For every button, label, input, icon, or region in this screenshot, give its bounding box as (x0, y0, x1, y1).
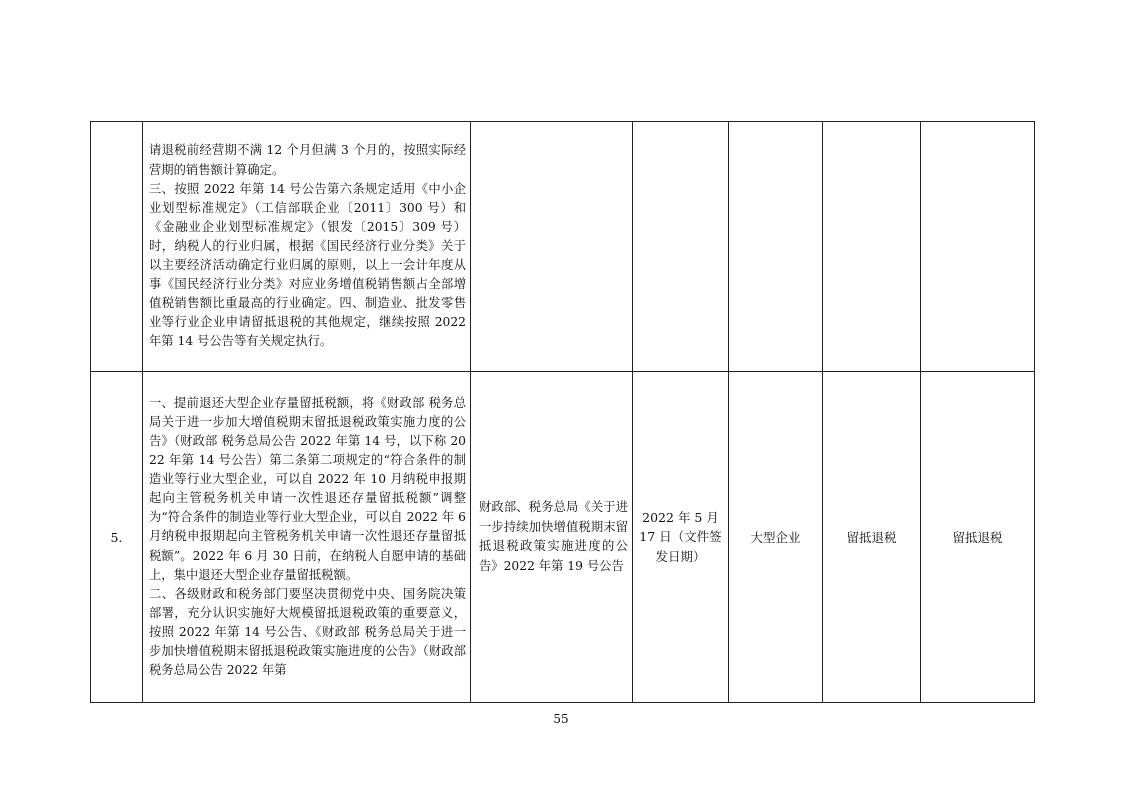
row-number: 5. (110, 529, 123, 545)
category-cell (823, 122, 921, 372)
issue-date: 2022 年 5 月 17 日（文件签发日期） (639, 509, 722, 564)
document-cell (471, 372, 633, 703)
document-cell (471, 122, 633, 372)
table-row (91, 122, 1035, 372)
content-paragraph: 三、按照 2022 年第 14 号公告第六条规定适用《中小企业划型标准规定》（工信部联企业〔2011〕300 号）和《金融业企业划型标准规定》（银发〔2015〕309 号）时，纳税人的行业归属，根据《国民经济行业分类》关于以主要经济活动确定行业归属的原则，以上一会计年度从事《国民经济行业分类》对应业务增值税销售额占全部增值税销售额比重最高的行业确定。四、制造业、批发零售业等行业企业申请留抵退税的其他规定，继续按照 2022 年第 14 号公告等有关规定执行。 (149, 181, 466, 349)
subject: 大型企业 (750, 529, 801, 545)
policy-content (143, 394, 470, 680)
content-paragraph: 请退税前经营期不满 12 个月但满 3 个月的，按照实际经营期的销售额计算确定。 (149, 143, 466, 177)
date-cell (633, 122, 729, 372)
category: 留抵退税 (846, 529, 897, 545)
subject-cell (729, 122, 823, 372)
policy-table (90, 121, 1035, 703)
policy-content (143, 141, 470, 351)
content-paragraph: 二、各级财政和税务部门要坚决贯彻党中央、国务院决策部署，充分认识实施好大规模留抵退税政策的重要意义，按照 2022 年第 14 号公告、《财政部 税务总局关于进一步加快增值税期末留抵退税政策实施进度的公告》（财政部 税务总局公告 2022 年第 (149, 586, 466, 678)
table-row (91, 372, 1035, 703)
date-cell (633, 372, 729, 703)
policy-content-cell (143, 122, 471, 372)
document-name: 财政部、税务总局《关于进一步持续加快增值税期末留抵退税政策实施进度的公告》2022 年第 19 号公告 (479, 500, 628, 573)
subcategory-cell (921, 372, 1035, 703)
subject-cell (729, 372, 823, 703)
subcategory-cell (921, 122, 1035, 372)
category-cell (823, 372, 921, 703)
content-paragraph: 一、提前退还大型企业存量留抵税额，将《财政部 税务总局关于进一步加大增值税期末留抵退税政策实施力度的公告》（财政部 税务总局公告 2022 年第 14 号，以下称 2022 年第 14 号公告）第二条第二项规定的“符合条件的制造业等行业大型企业，可以自 2022 年 10 月纳税申报期起向主管税务机关申请一次性退还存量留抵税额”调整为“符合条件的制造业等行业大型企业，可以自 2022 年 6 月纳税申报期起向主管税务机关申请一次性退还存量留抵税额”。2022 年 6 月 30 日前，在纳税人自愿申请的基础上，集中退还大型企业存量留抵税额。 (149, 395, 466, 582)
row-number-cell (91, 372, 143, 703)
row-number-cell (91, 122, 143, 372)
policy-content-cell (143, 372, 471, 703)
page-number: 55 (553, 712, 569, 726)
subcategory: 留抵退税 (952, 529, 1003, 545)
